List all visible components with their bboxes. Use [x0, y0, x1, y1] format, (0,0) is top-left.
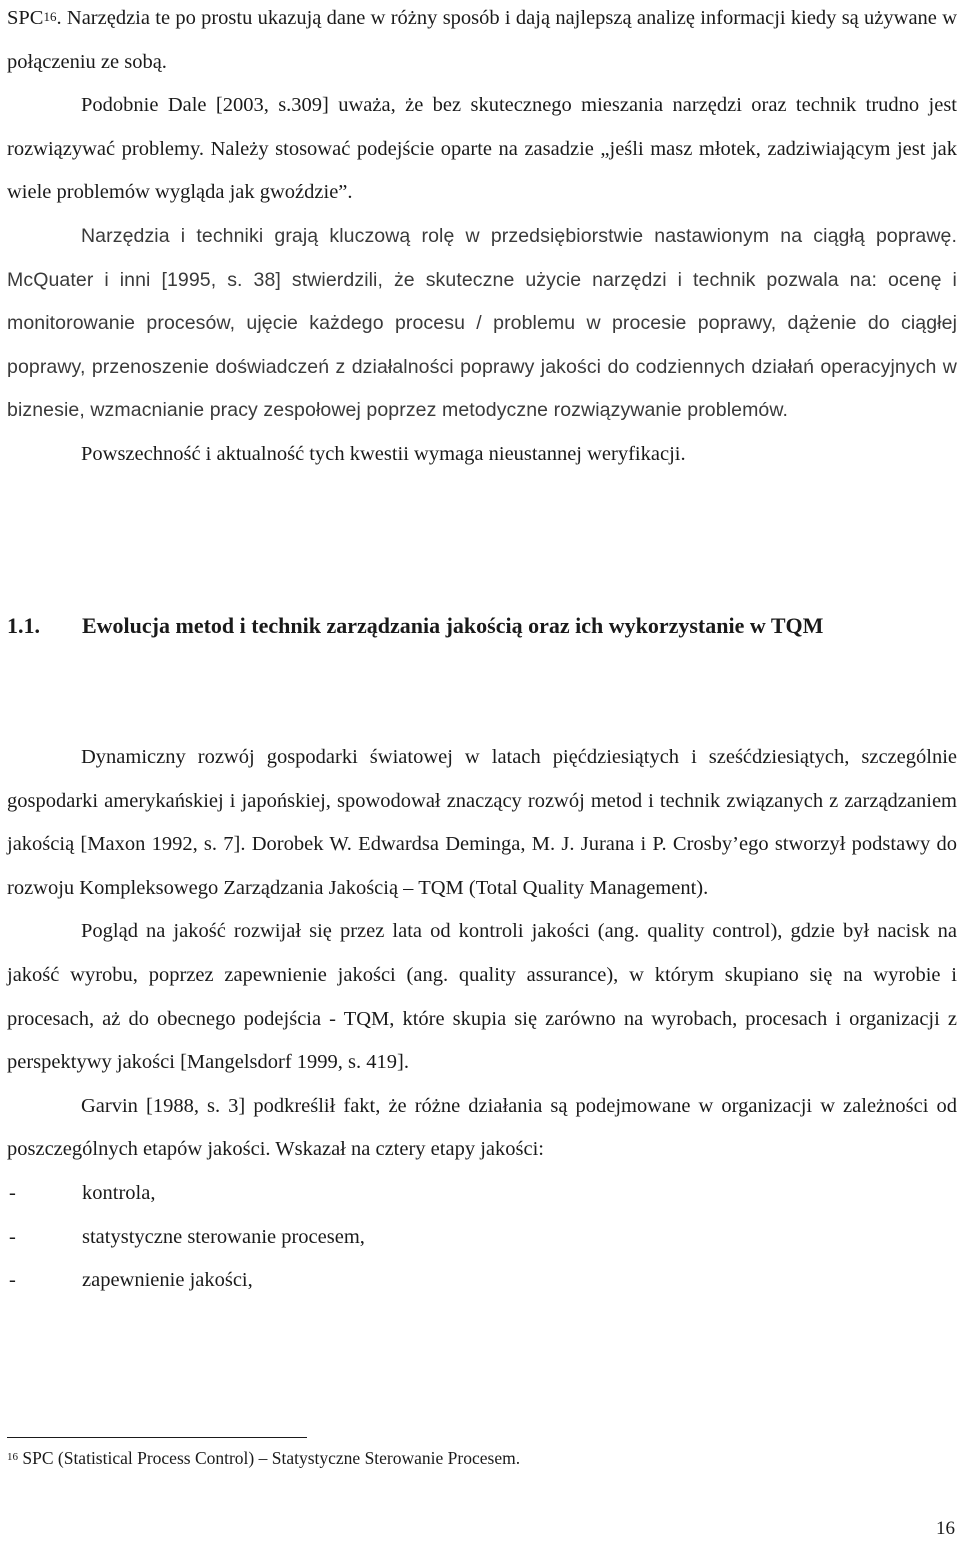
quality-stages-list: [7, 1172, 957, 1303]
list-item: [7, 1172, 957, 1216]
list-item-text: kontrola,: [82, 1181, 156, 1204]
footnote-separator: [7, 1437, 307, 1438]
paragraph-spc: [7, 0, 957, 84]
paragraph-spc-text: . Narzędzia te po prostu ukazują dane w różny sposób i dają najlepszą analizę informacji kiedy są używane w połączeniu ze sobą.: [7, 7, 957, 73]
section-heading: [7, 604, 955, 647]
paragraph-dynamic-growth: Dynamiczny rozwój gospodarki światowej w latach pięćdziesiątych i sześćdziesiątych, szczególnie gospodarki amerykańskiej i japońskiej, spowodował znaczący rozwój metod i technik związanych z zarządzaniem jakością [Maxon 1992, s. 7]. Dorobek W. Edwardsa Deminga, M. J. Jurana i P. Crosby’ego stworzył podstawy do rozwoju Kompleksowego Zarządzania Jakością – TQM (Total Quality Management).: [7, 746, 957, 899]
footnote: [7, 1446, 520, 1470]
footnote-text: SPC (Statistical Process Control) – Statystyczne Sterowanie Procesem.: [18, 1448, 521, 1468]
list-item-text: statystyczne sterowanie procesem,: [82, 1225, 365, 1248]
section-number: 1.1.: [7, 613, 40, 638]
list-item: [7, 1216, 957, 1260]
paragraph-verification: Powszechność i aktualność tych kwestii wymaga nieustannej weryfikacji.: [81, 442, 686, 465]
paragraph-quality-view: Pogląd na jakość rozwijał się przez lata od kontroli jakości (ang. quality control), gdzie był nacisk na jakość wyrobu, poprzez zapewnienie jakości (ang. quality assurance), w którym skupiano się na wyrobie i procesach, aż do obecnego podejścia - TQM, które skupia się zarówno na wyrobach, procesach i organizacji z perspektywy jakości [Mangelsdorf 1999, s. 419].: [7, 920, 957, 1074]
list-item: [7, 1259, 957, 1303]
section-body: [7, 736, 957, 1303]
footnote-ref-16[interactable]: 16: [43, 9, 57, 24]
document-page: [7, 0, 957, 477]
page-number: 16: [936, 1518, 955, 1539]
list-dash: -: [9, 1225, 16, 1248]
footnote-marker: 16: [7, 1451, 18, 1463]
paragraph-dale: Podobnie Dale [2003, s.309] uważa, że bez skutecznego mieszania narzędzi oraz technik trudno jest rozwiązywać problemy. Należy stosować podejście oparte na zasadzie „jeśli masz młotek, zadziwiającym jest jak wiele problemów wygląda jak gwoździe”.: [7, 94, 957, 204]
section-title: Ewolucja metod i technik zarządzania jakością oraz ich wykorzystanie w TQM: [82, 613, 824, 638]
paragraph-garvin: Garvin [1988, s. 3] podkreślił fakt, że różne działania są podejmowane w organizacji w zależności od poszczególnych etapów jakości. Wskazał na cztery etapy jakości:: [7, 1094, 957, 1161]
spc-lead: SPC: [7, 7, 44, 29]
paragraph-mcquater: Narzędzia i techniki grają kluczową rolę w przedsiębiorstwie nastawionym na ciągłą poprawę. McQuater i inni [1995, s. 38] stwierdzili, że skuteczne użycie narzędzi i technik pozwala na: ocenę i monitorowanie procesów, ujęcie każdego procesu / problemu w procesie poprawy, dążenie do ciągłej poprawy, przenoszenie doświadczeń z działalności poprawy jakości do codziennych działań operacyjnych w biznesie, wzmacnianie pracy zespołowej poprzez metodyczne rozwiązywanie problemów.: [7, 224, 957, 422]
list-item-text: zapewnienie jakości,: [82, 1269, 253, 1292]
list-dash: -: [9, 1181, 16, 1204]
list-dash: -: [9, 1269, 16, 1292]
